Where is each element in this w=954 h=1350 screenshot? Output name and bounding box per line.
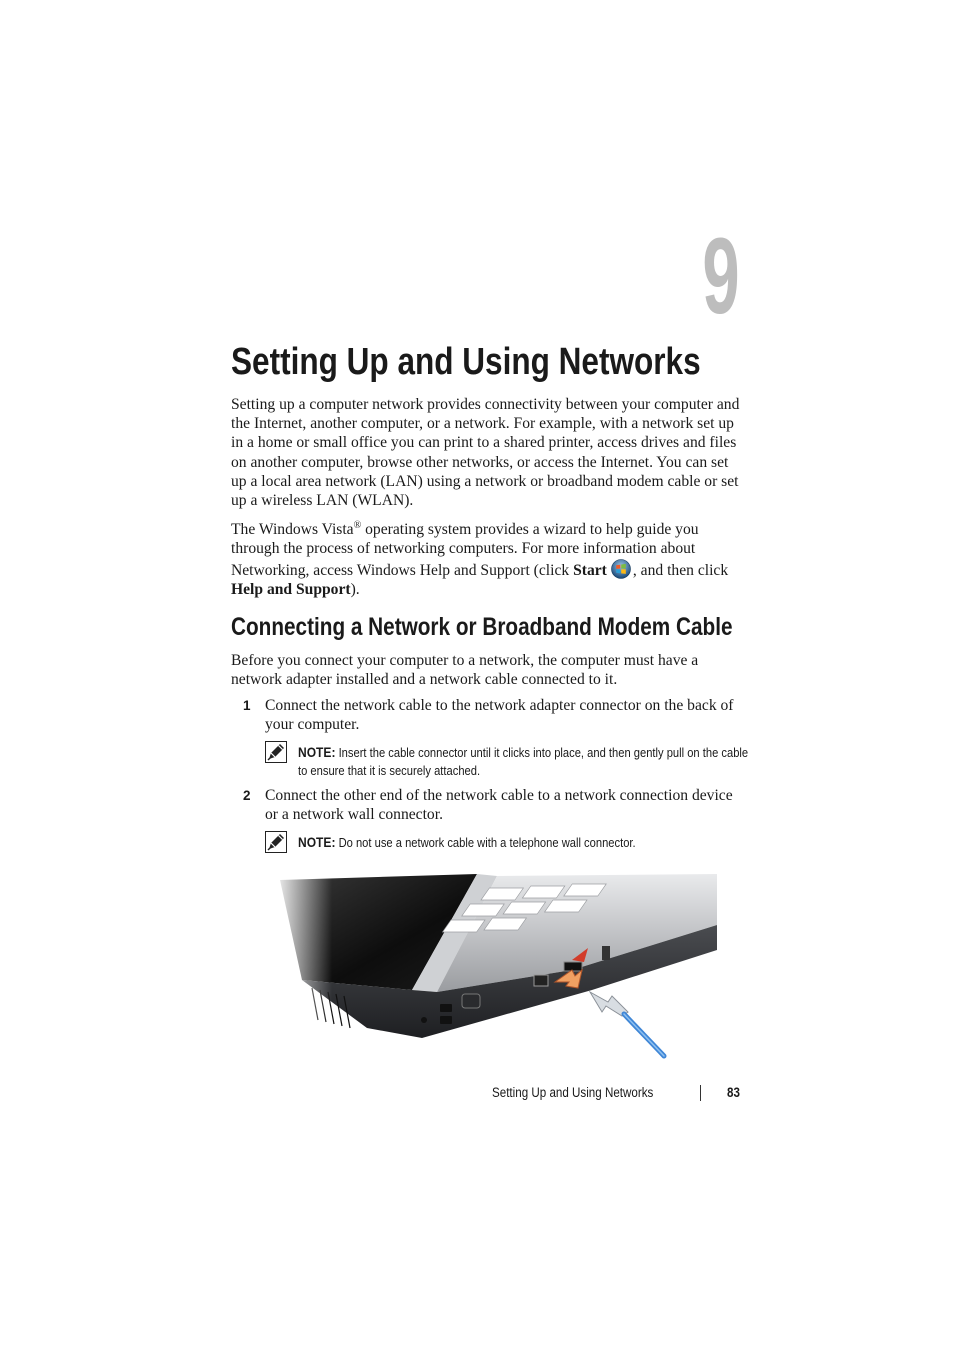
registered-mark: ® [353,520,362,531]
then-text: , and then click [632,561,729,579]
footer-section-title: Setting Up and Using Networks [492,1085,654,1100]
section-title: Connecting a Network or Broadband Modem Cable [231,613,733,641]
windows-start-icon [611,559,631,579]
step-2-note [298,833,754,852]
note-label: NOTE: [298,744,336,760]
intro-paragraph-1: Setting up a computer network provides connectivity between your computer and the Internet, another computer, or a network. For example, with a network set up in a home or small office you can print to a shared printer, access drives and files on another computer, browse other networks, or access the Internet. You can set up a local area network (LAN) using a network or broadband modem cable or set up a wireless LAN (WLAN). [231,396,740,510]
pencil-note-icon [265,741,287,763]
pencil-note-icon [265,831,287,853]
footer-separator [700,1085,701,1101]
step-2-number: 2 [243,788,251,803]
intro-paragraph-2 [231,516,747,599]
vista-text: The Windows Vista [231,521,354,539]
note-body: Insert the cable connector until it clicks into place, and then gently pull on the cable to ensure that it is securely attached. [298,745,749,778]
note-label: NOTE: [298,834,336,850]
closing-text: ). [350,580,360,598]
step-1-note [298,743,754,780]
page-number: 83 [727,1085,740,1100]
laptop-network-cable-illustration [272,870,722,1060]
wizard-text: operating system provides a wizard to help guide you through the process of networking computers. For more information about Networking, access Windows Help and Support (click [231,521,699,579]
note-body: Do not use a network cable with a telephone wall connector. [335,835,636,850]
step-1-text: Connect the network cable to the network adapter connector on the back of your computer. [265,697,734,734]
start-label: Start [573,561,607,579]
chapter-title: Setting Up and Using Networks [231,341,701,383]
section-intro: Before you connect your computer to a network, the computer must have a network adapter installed and a network cable connected to it. [231,652,699,689]
chapter-number: 9 [702,215,740,336]
step-1-number: 1 [243,698,251,713]
help-and-support-label: Help and Support [231,580,351,598]
step-2-text: Connect the other end of the network cable to a network connection device or a network wall connector. [265,787,733,824]
